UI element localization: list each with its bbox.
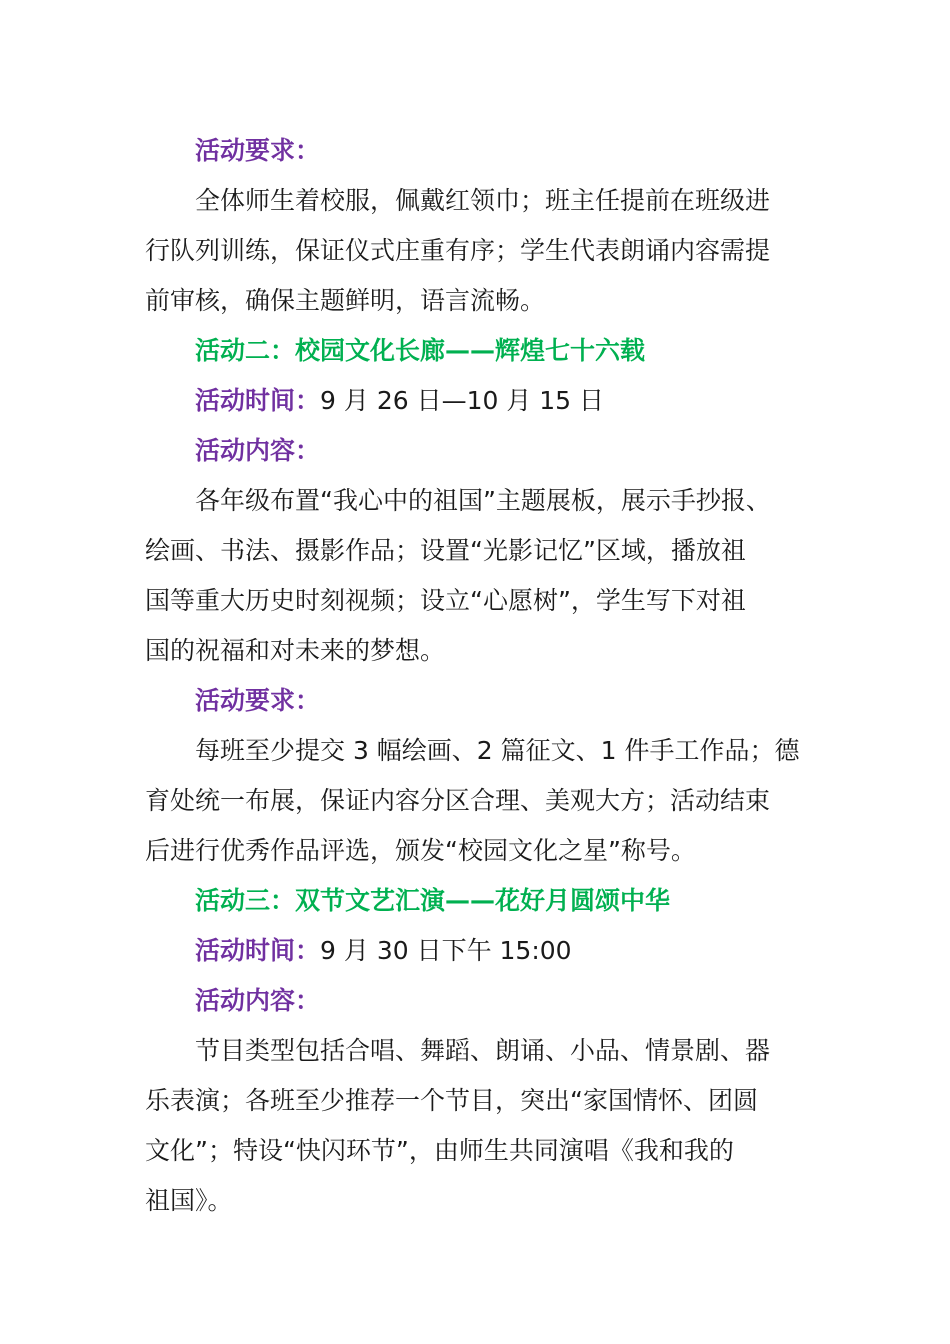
paragraph-line: 祖国》。 <box>145 1186 233 1215</box>
activity-time-value: 9 月 30 日下午 15:00 <box>320 936 572 965</box>
paragraph-line: 全体师生着校服，佩戴红领巾；班主任提前在班级进 <box>195 186 771 215</box>
paragraph-line: 文化”；特设“快闪环节”，由师生共同演唱《我和我的 <box>145 1136 734 1165</box>
paragraph-line: 前审核，确保主题鲜明，语言流畅。 <box>145 286 546 315</box>
activity-time-row <box>195 383 604 419</box>
section-label-content: 活动内容： <box>195 436 321 465</box>
paragraph-line: 育处统一布展，保证内容分区合理、美观大方；活动结束 <box>145 786 771 815</box>
activity-time-value: 9 月 26 日—10 月 15 日 <box>320 386 605 415</box>
paragraph-line: 乐表演；各班至少推荐一个节目，突出“家国情怀、团圆 <box>145 1086 758 1115</box>
paragraph-line: 绘画、书法、摄影作品；设置“光影记忆”区域，播放祖 <box>145 536 746 565</box>
paragraph-line: 各年级布置“我心中的祖国”主题展板，展示手抄报、 <box>195 486 771 515</box>
paragraph-line: 节目类型包括合唱、舞蹈、朗诵、小品、情景剧、器 <box>195 1036 771 1065</box>
activity-heading: 活动三：双节文艺汇演——花好月圆颂中华 <box>195 886 671 915</box>
paragraph-line: 国等重大历史时刻视频；设立“心愿树”，学生写下对祖 <box>145 586 746 615</box>
section-label-requirements: 活动要求： <box>195 686 321 715</box>
paragraph-line: 国的祝福和对未来的梦想。 <box>145 636 446 665</box>
paragraph-line: 行队列训练，保证仪式庄重有序；学生代表朗诵内容需提 <box>145 236 771 265</box>
paragraph-line: 后进行优秀作品评选，颁发“校园文化之星”称号。 <box>145 836 696 865</box>
section-label-time: 活动时间： <box>195 936 321 965</box>
section-label-content: 活动内容： <box>195 986 321 1015</box>
section-label-time: 活动时间： <box>195 386 321 415</box>
activity-time-row <box>195 933 572 969</box>
section-label-requirements: 活动要求： <box>195 136 321 165</box>
activity-heading: 活动二：校园文化长廊——辉煌七十六载 <box>195 336 646 365</box>
paragraph-line: 每班至少提交 3 幅绘画、2 篇征文、1 件手工作品；德 <box>195 736 800 765</box>
